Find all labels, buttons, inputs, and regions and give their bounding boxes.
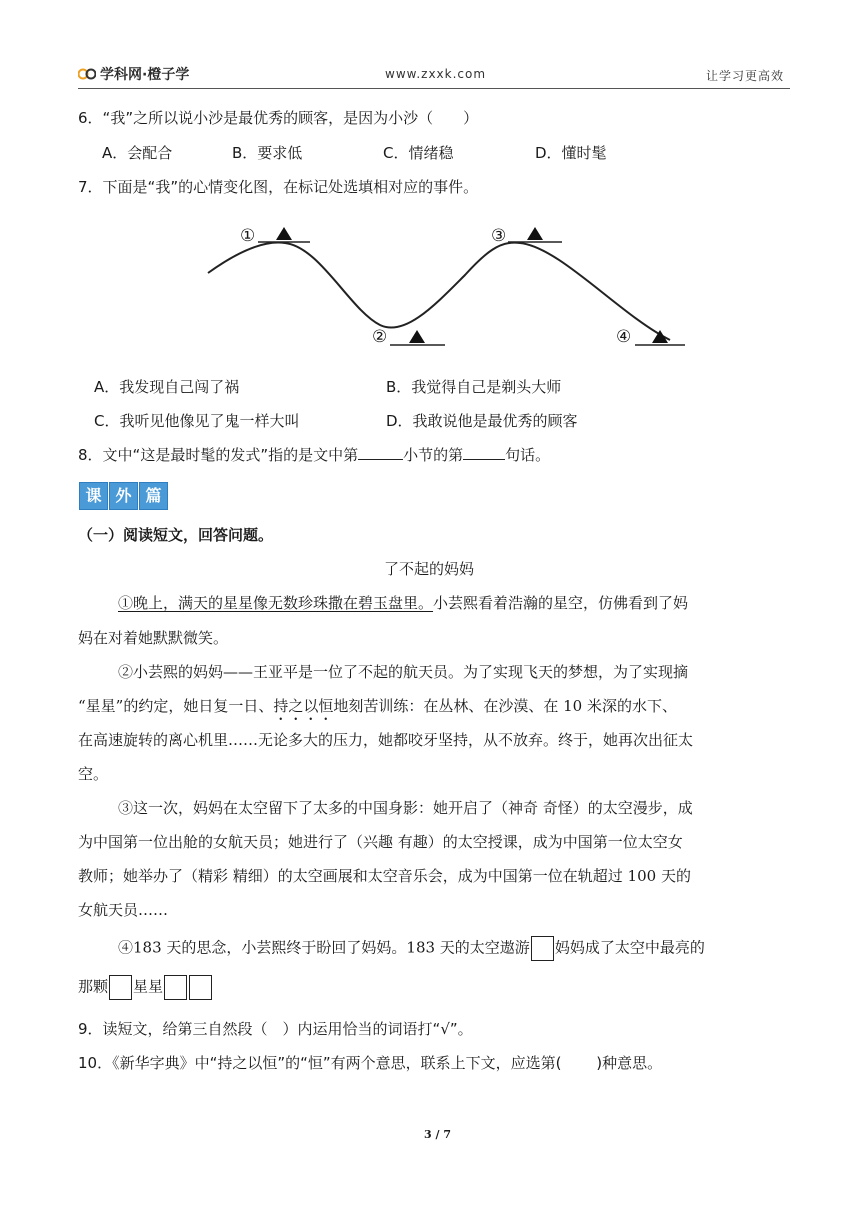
q6-option-d: D．懂时髦 xyxy=(535,144,607,162)
punctuation-box-3[interactable] xyxy=(164,975,187,1000)
section-tag-char-3: 篇 xyxy=(139,482,168,510)
paragraph-4-line-2-b: 星星 xyxy=(133,977,164,996)
q8-blank-section[interactable] xyxy=(358,458,403,460)
marker-1-triangle xyxy=(276,227,292,240)
question-6-stem: 6．“我”之所以说小沙是最优秀的顾客，是因为小沙（ ） xyxy=(78,109,479,127)
punctuation-box-2[interactable] xyxy=(109,975,132,1000)
paragraph-3-line-4: 女航天员…… xyxy=(78,901,169,919)
section-tag-char-2: 外 xyxy=(109,482,138,510)
marker-3-label: ③ xyxy=(491,226,507,246)
q6-option-c: C．情绪稳 xyxy=(383,144,454,162)
punctuation-box-4[interactable] xyxy=(189,975,212,1000)
marker-1-label: ① xyxy=(240,226,256,246)
paragraph-4-line-1-b: 妈妈成了太空中最亮的 xyxy=(554,938,705,957)
q7-option-d: D．我敢说他是最优秀的顾客 xyxy=(386,412,578,430)
paragraph-2-line-2-b: 地刻苦训练：在丛林、在沙漠、在 10 米深的水下、 xyxy=(333,697,677,715)
question-8 xyxy=(78,444,550,465)
paragraph-2-line-1: ②小芸熙的妈妈——王亚平是一位了不起的航天员。为了实现飞天的梦想，为了实现摘 xyxy=(118,663,689,681)
q8-part-2: 小节的第 xyxy=(403,446,464,464)
q8-blank-sentence[interactable] xyxy=(463,458,505,460)
mood-curve xyxy=(208,242,670,340)
logo-icon xyxy=(78,67,96,81)
q6-option-b: B．要求低 xyxy=(232,144,303,162)
marker-3-triangle xyxy=(527,227,543,240)
paragraph-2-line-4: 空。 xyxy=(78,765,109,783)
header-divider xyxy=(78,88,790,89)
reading-title: 了不起的妈妈 xyxy=(384,560,475,578)
paragraph-3-line-2: 为中国第一位出舱的女航天员；她进行了（兴趣 有趣）的太空授课，成为中国第一位太空女 xyxy=(78,833,683,851)
paragraph-4-line-2-a: 那颗 xyxy=(78,977,109,996)
punctuation-box-1[interactable] xyxy=(531,936,554,961)
dotted-idiom: 持之以恒 xyxy=(273,697,334,715)
paragraph-1-line-1 xyxy=(118,592,688,613)
paragraph-2-line-3: 在高速旋转的离心机里……无论多大的压力，她都咬牙坚持，从不放弃。终于，她再次出征太 xyxy=(78,731,694,749)
paragraph-2-line-2 xyxy=(78,695,677,724)
marker-2-label: ② xyxy=(372,327,388,347)
q6-option-a: A．会配合 xyxy=(102,144,173,162)
question-7-stem: 7．下面是“我”的心情变化图，在标记处选填相对应的事件。 xyxy=(78,178,479,196)
question-10: 10．《新华字典》中“持之以恒”的“恒”有两个意思，联系上下文，应选第( )种意思。 xyxy=(78,1054,663,1072)
q7-option-a: A．我发现自己闯了祸 xyxy=(94,378,240,396)
paragraph-2-line-2-a: “星星”的约定，她日复一日、 xyxy=(78,697,274,715)
paragraph-4-line-2 xyxy=(78,975,213,1000)
paragraph-1-underlined: ①晚上，满天的星星像无数珍珠撒在碧玉盘里。 xyxy=(118,594,434,612)
paragraph-1-rest: 小芸熙看着浩瀚的星空，仿佛看到了妈 xyxy=(433,594,689,612)
reading-heading: （一）阅读短文，回答问题。 xyxy=(78,526,274,544)
paragraph-4-line-1-a: ④183 天的思念，小芸熙终于盼回了妈妈。183 天的太空遨游 xyxy=(118,938,530,957)
section-tag-char-1: 课 xyxy=(79,482,108,510)
page-number: 3 / 7 xyxy=(424,1128,451,1141)
logo-text: 学科网·橙子学 xyxy=(100,67,190,83)
header-url: www.zxxk.com xyxy=(385,67,487,81)
header-slogan: 让学习更高效 xyxy=(706,69,785,83)
question-9: 9．读短文，给第三自然段（ ）内运用恰当的词语打“√”。 xyxy=(78,1020,473,1038)
q7-option-c: C．我听见他像见了鬼一样大叫 xyxy=(94,412,300,430)
q7-option-b: B．我觉得自己是剃头大师 xyxy=(386,378,562,396)
paragraph-1-line-2: 妈在对着她默默微笑。 xyxy=(78,629,229,647)
paragraph-3-line-3: 教师；她举办了（精彩 精细）的太空画展和太空音乐会，成为中国第一位在轨超过 100 天的 xyxy=(78,867,691,885)
marker-4-label: ④ xyxy=(616,327,632,347)
q8-part-3: 句话。 xyxy=(505,446,551,464)
section-tag xyxy=(79,482,168,510)
paragraph-4-line-1 xyxy=(118,936,705,961)
paragraph-3-line-1: ③这一次，妈妈在太空留下了太多的中国身影：她开启了（神奇 奇怪）的太空漫步，成 xyxy=(118,799,693,817)
marker-2-triangle xyxy=(409,330,425,343)
q8-part-1: 8．文中“这是最时髦的发式”指的是文中第 xyxy=(78,446,359,464)
logo xyxy=(78,64,189,84)
